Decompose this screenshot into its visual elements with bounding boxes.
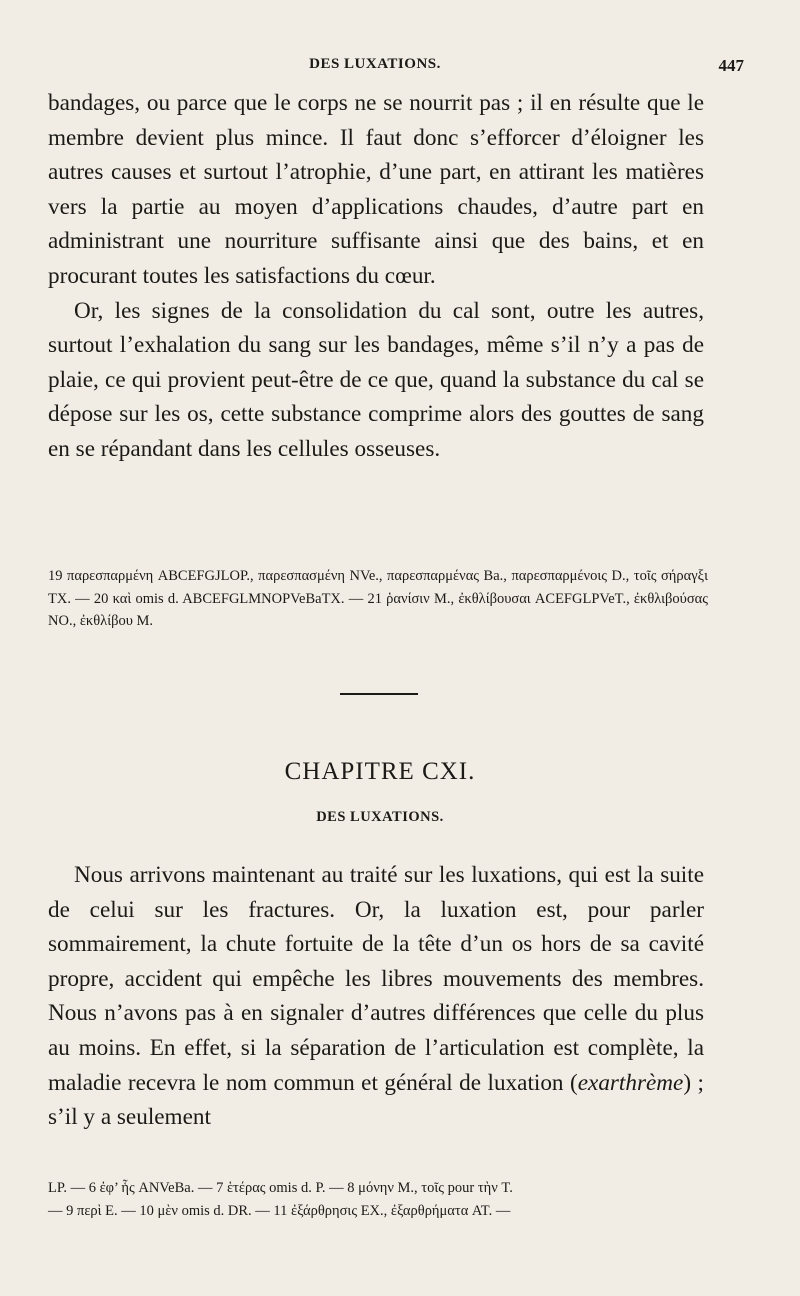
running-head xyxy=(48,56,744,82)
paragraph-atrophy: bandages, ou parce que le corps ne se nourrit pas ; il en résulte que le membre devient plus mince. Il faut donc s’efforcer d’éloigner les autres causes et surtout l’atrophie, d’une part, en attirant les matières vers la partie au moyen d’applications chaudes, d’autre part en administrant une nourriture suffisante ainsi que des bains, et en procurant toutes les satisfactions du cœur. xyxy=(48,90,704,289)
italic-term-exarthreme: exarthrème xyxy=(577,1069,684,1096)
section-title: DES LUXATIONS. xyxy=(316,809,444,825)
section-divider xyxy=(340,693,418,695)
luxation-text-part1: Nous arrivons maintenant au traité sur les luxations, qui est la suite de celui sur les fractures. Or, la luxation est, pour parler sommairement, la chute fortuite de la tête d’un os hors de sa cavité propre, accident qui empêche les libres mouvements des membres. Nous n’avons pas à en signaler d’autres différences que celle du plus au moins. En effet, si la séparation de l’articulation est complète, la maladie recevra le nom commun et général de luxation ( xyxy=(48,862,704,1096)
paragraph-luxations xyxy=(48,858,704,1135)
luxation-text-part2: ) ; s’il y a seulement xyxy=(48,1069,704,1131)
text-block-continuation xyxy=(48,86,704,467)
footnote-19-21: 19 παρεσπαρμένη ABCEFGJLOP., παρεσπασμένη NVe., παρεσπαρμένας Ba., παρεσπαρμένοις D., τοῖς σήραγξι TX. — 20 καὶ omis d. ABCEFGLMNOPVeBaTX. — 21 ῥανίσιν M., ἐκθλίβουσαι ACEFGLPVeT., ἐκθλιβούσας NO., ἐκθλίβου M. xyxy=(48,568,708,629)
chapter-title: CHAPITRE CXI. xyxy=(284,758,476,785)
footnote-line-1: LP. — 6 ἐφ’ ἧς ANVeBa. — 7 ἑτέρας omis d. P. — 8 μόνην M., τοῖς pour τὴν T. xyxy=(48,1180,513,1196)
text-block-luxations xyxy=(48,858,704,1135)
running-title: DES LUXATIONS. xyxy=(309,56,441,72)
footnote-line-2: — 9 περὶ E. — 10 μὲν omis d. DR. — 11 ἐξάρθρησις EX., ἐξαρθρήματα AT. — xyxy=(48,1202,511,1219)
page-number: 447 xyxy=(718,56,744,75)
paragraph-consolidation-signs: Or, les signes de la consolidation du cal sont, outre les autres, surtout l’exhalation du sang sur les bandages, même s’il n’y a pas de plaie, ce qui provient peut-être de ce que, quand la substance du cal se dépose sur les os, cette substance comprime alors des gouttes de sang en se répandant dans les cellules osseuses. xyxy=(48,297,704,462)
footnotes-bottom xyxy=(48,1177,708,1222)
footnotes-top xyxy=(48,565,708,633)
